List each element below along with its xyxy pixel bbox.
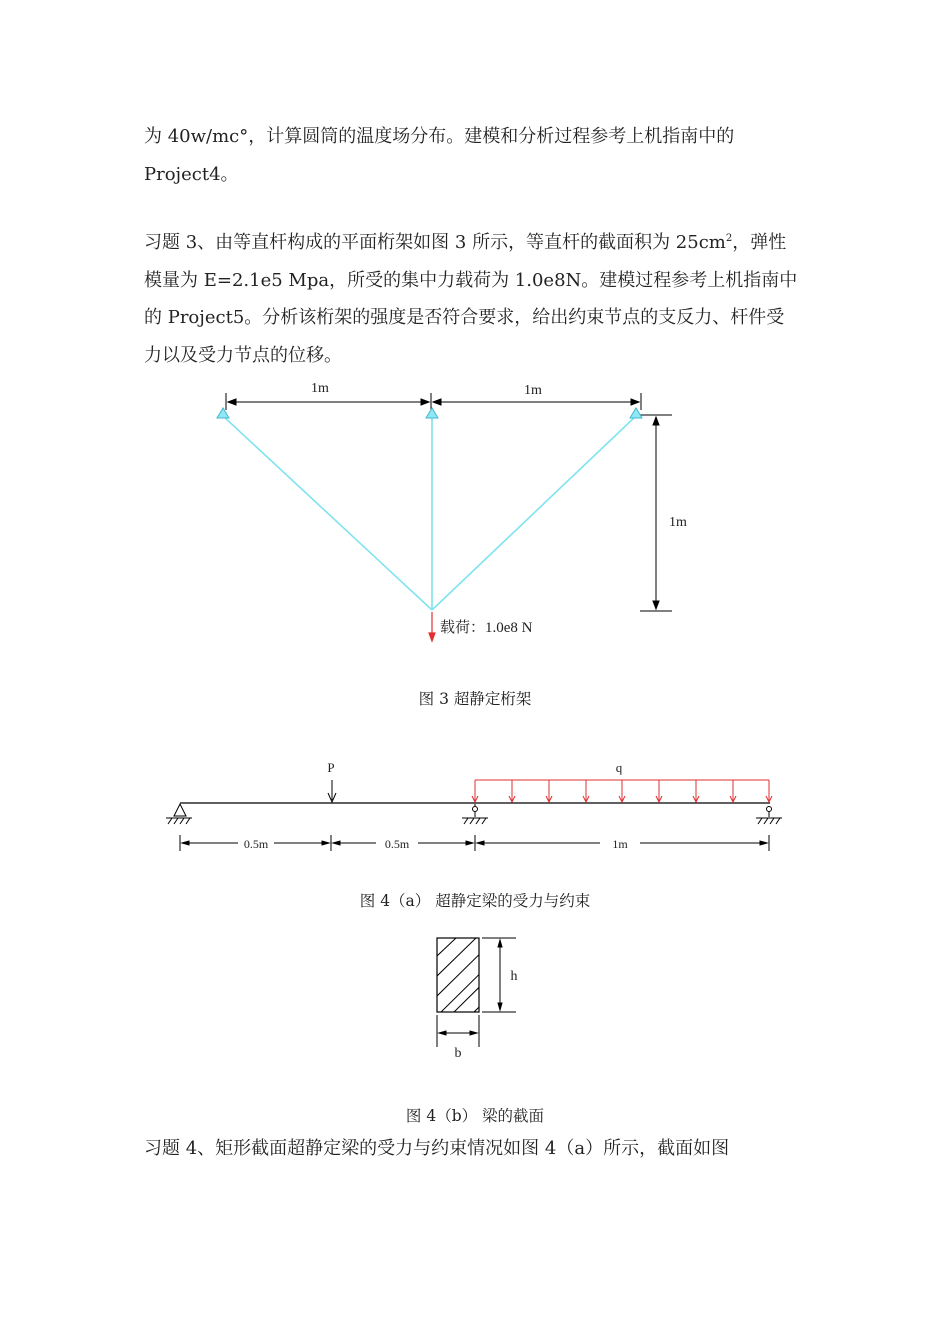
point-load-arrow-icon xyxy=(328,780,336,802)
pin-support-left-icon xyxy=(166,804,192,824)
figure-4a-caption: 图 4（a） 超静定梁的受力与约束 xyxy=(359,892,591,910)
figure-3-truss xyxy=(0,370,950,660)
load-label: 载荷：1.0e8 N xyxy=(440,620,533,636)
paragraph-3-line-1: 习题 4、矩形截面超静定梁的受力与约束情况如图 4（a）所示，截面如图 xyxy=(144,1138,730,1159)
distributed-load-icon xyxy=(472,780,772,802)
figure-4a-beam xyxy=(0,755,950,855)
paragraph-2-line-2: 模量为 E=2.1e5 Mpa，所受的集中力载荷为 1.0e8N。建模过程参考上机指南中 xyxy=(144,270,798,291)
paragraph-1-line-2: Project4。 xyxy=(144,164,239,185)
superscript-2: 2 xyxy=(725,233,733,244)
dim-label-1: 0.5m xyxy=(243,837,269,851)
paragraph-2-line-4: 力以及受力节点的位移。 xyxy=(144,345,342,366)
point-load-label: P xyxy=(327,760,335,775)
load-arrow-icon xyxy=(429,612,435,641)
figure-4b-section xyxy=(0,930,950,1065)
distributed-load-label: q xyxy=(615,760,623,775)
exercise3-text-a: 习题 3、由等直杆构成的平面桁架如图 3 所示，等直杆的截面积为 25cm xyxy=(144,232,726,253)
figure-3-caption: 图 3 超静定桁架 xyxy=(418,690,532,708)
section-height-label: h xyxy=(510,969,518,984)
roller-support-right-icon xyxy=(756,807,782,825)
dim-label-height: 1m xyxy=(669,515,687,530)
hatch-pattern xyxy=(437,938,549,1016)
paragraph-2-line-1 xyxy=(144,224,809,262)
support-left-icon xyxy=(217,408,229,418)
paragraph-1-line-1: 为 40w/mc°，计算圆筒的温度场分布。建模和分析过程参考上机指南中的 xyxy=(144,126,735,147)
dim-label-2: 0.5m xyxy=(384,837,410,851)
dim-label-3: 1m xyxy=(612,837,628,851)
support-right-icon xyxy=(630,408,642,418)
exercise3-text-b: ，弹性 xyxy=(732,232,787,253)
support-middle-icon xyxy=(426,408,438,418)
dim-label-left: 1m xyxy=(311,381,329,396)
roller-support-middle-icon xyxy=(462,804,488,824)
figure-4b-caption: 图 4（b） 梁的截面 xyxy=(405,1107,545,1125)
truss-members xyxy=(223,416,636,610)
section-width-label: b xyxy=(454,1046,462,1061)
dim-label-right: 1m xyxy=(524,383,542,398)
paragraph-2-line-3: 的 Project5。分析该桁架的强度是否符合要求，给出约束节点的支反力、杆件受 xyxy=(144,307,785,328)
